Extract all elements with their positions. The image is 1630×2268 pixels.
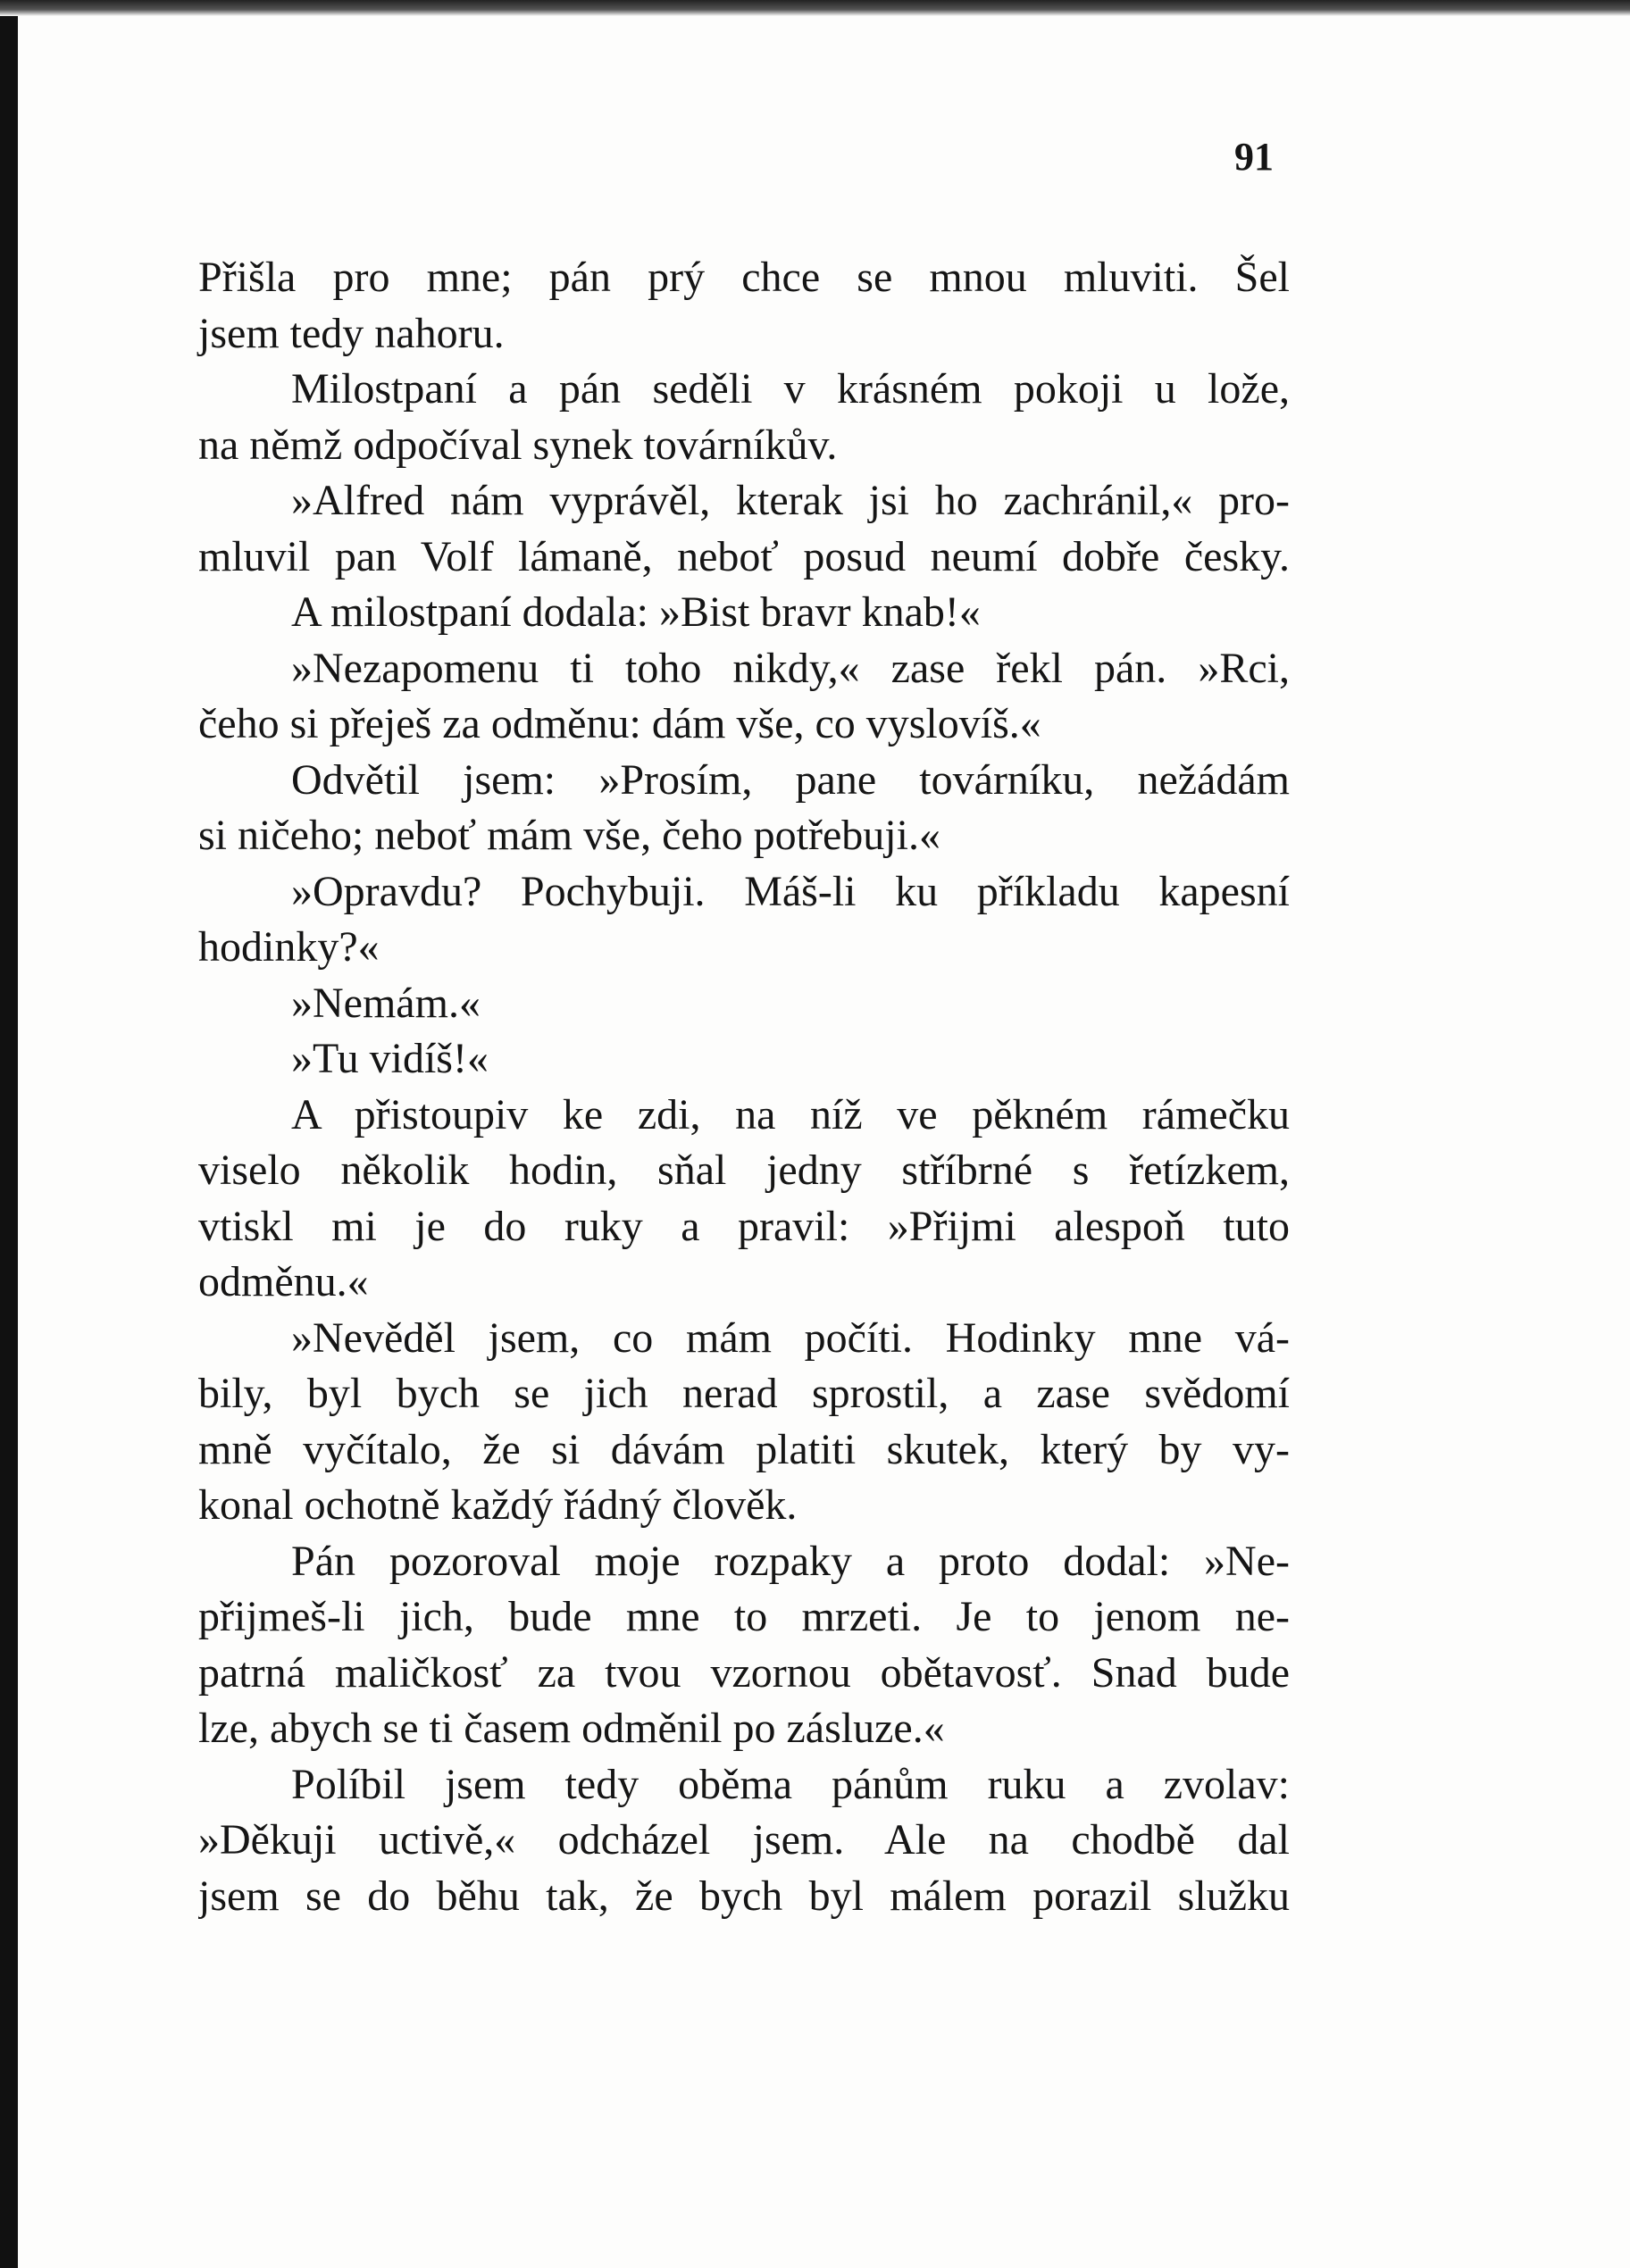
text-line: Odvětil jsem: »Prosím, pane továrníku, nežádám <box>291 755 1290 804</box>
text-line: A milostpaní dodala: »Bist bravr knab!« <box>291 588 981 636</box>
text-line: mně vyčítalo, že si dávám platiti skutek, který by vy- <box>198 1425 1290 1473</box>
text-line: lze, abych se ti časem odměnil po zásluze.« <box>198 1705 945 1752</box>
text-line: odměnu.« <box>198 1258 369 1305</box>
text-line: Políbil jsem tedy oběma pánům ruku a zvolav: <box>291 1760 1290 1808</box>
text-line: »Tu vidíš!« <box>291 1035 489 1082</box>
text-line: »Děkuji uctivě,« odcházel jsem. Ale na chodbě dal <box>198 1816 1290 1864</box>
text-line: »Nemám.« <box>291 979 481 1027</box>
text-line: »Alfred nám vyprávěl, kterak jsi ho zachránil,« pro- <box>291 477 1290 524</box>
page-edge-left <box>0 0 18 2268</box>
text-line: mluvil pan Volf lámaně, neboť posud neumí dobře česky. <box>198 532 1290 580</box>
text-line: hodinky?« <box>198 923 380 971</box>
text-line: Milostpaní a pán seděli v krásném pokoji u lože, <box>291 365 1290 413</box>
text-line: »Nevěděl jsem, co mám počíti. Hodinky mne vá- <box>291 1313 1290 1362</box>
text-line: »Nezapomenu ti toho nikdy,« zase řekl pán. »Rci, <box>291 644 1290 692</box>
text-line: na němž odpočíval synek továrníkův. <box>198 421 838 469</box>
text-line: »Opravdu? Pochybuji. Máš-li ku příkladu kapesní <box>291 867 1290 915</box>
text-line: čeho si přeješ za odměnu: dám vše, co vyslovíš.« <box>198 700 1041 747</box>
text-line: patrná maličkosť za tvou vzornou obětavosť. Snad bude <box>198 1648 1290 1697</box>
text-line: A přistoupiv ke zdi, na níž ve pěkném rámečku <box>291 1090 1290 1138</box>
text-line: bily, byl bych se jich nerad sprostil, a zase svědomí <box>198 1370 1290 1417</box>
text-line: jsem tedy nahoru. <box>198 309 505 357</box>
text-line: přijmeš-li jich, bude mne to mrzeti. Je to jenom ne- <box>198 1593 1290 1640</box>
page-number: 91 <box>1234 135 1274 179</box>
text-line: vtiskl mi je do ruky a pravil: »Přijmi alespoň tuto <box>198 1202 1290 1250</box>
text-line: Přišla pro mne; pán prý chce se mnou mluviti. Šel <box>198 254 1290 301</box>
text-line: konal ochotně každý řádný člověk. <box>198 1481 798 1529</box>
text-line: jsem se do běhu tak, že bych byl málem porazil služku <box>198 1872 1290 1920</box>
text-line: si ničeho; neboť mám vše, čeho potřebuji.« <box>198 812 940 859</box>
page-edge-top <box>0 0 1630 16</box>
text-line: viselo několik hodin, sňal jedny stříbrné s řetízkem, <box>198 1147 1290 1194</box>
text-line: Pán pozoroval moje rozpaky a proto dodal: »Ne- <box>291 1537 1290 1585</box>
body-text <box>198 250 1290 1924</box>
